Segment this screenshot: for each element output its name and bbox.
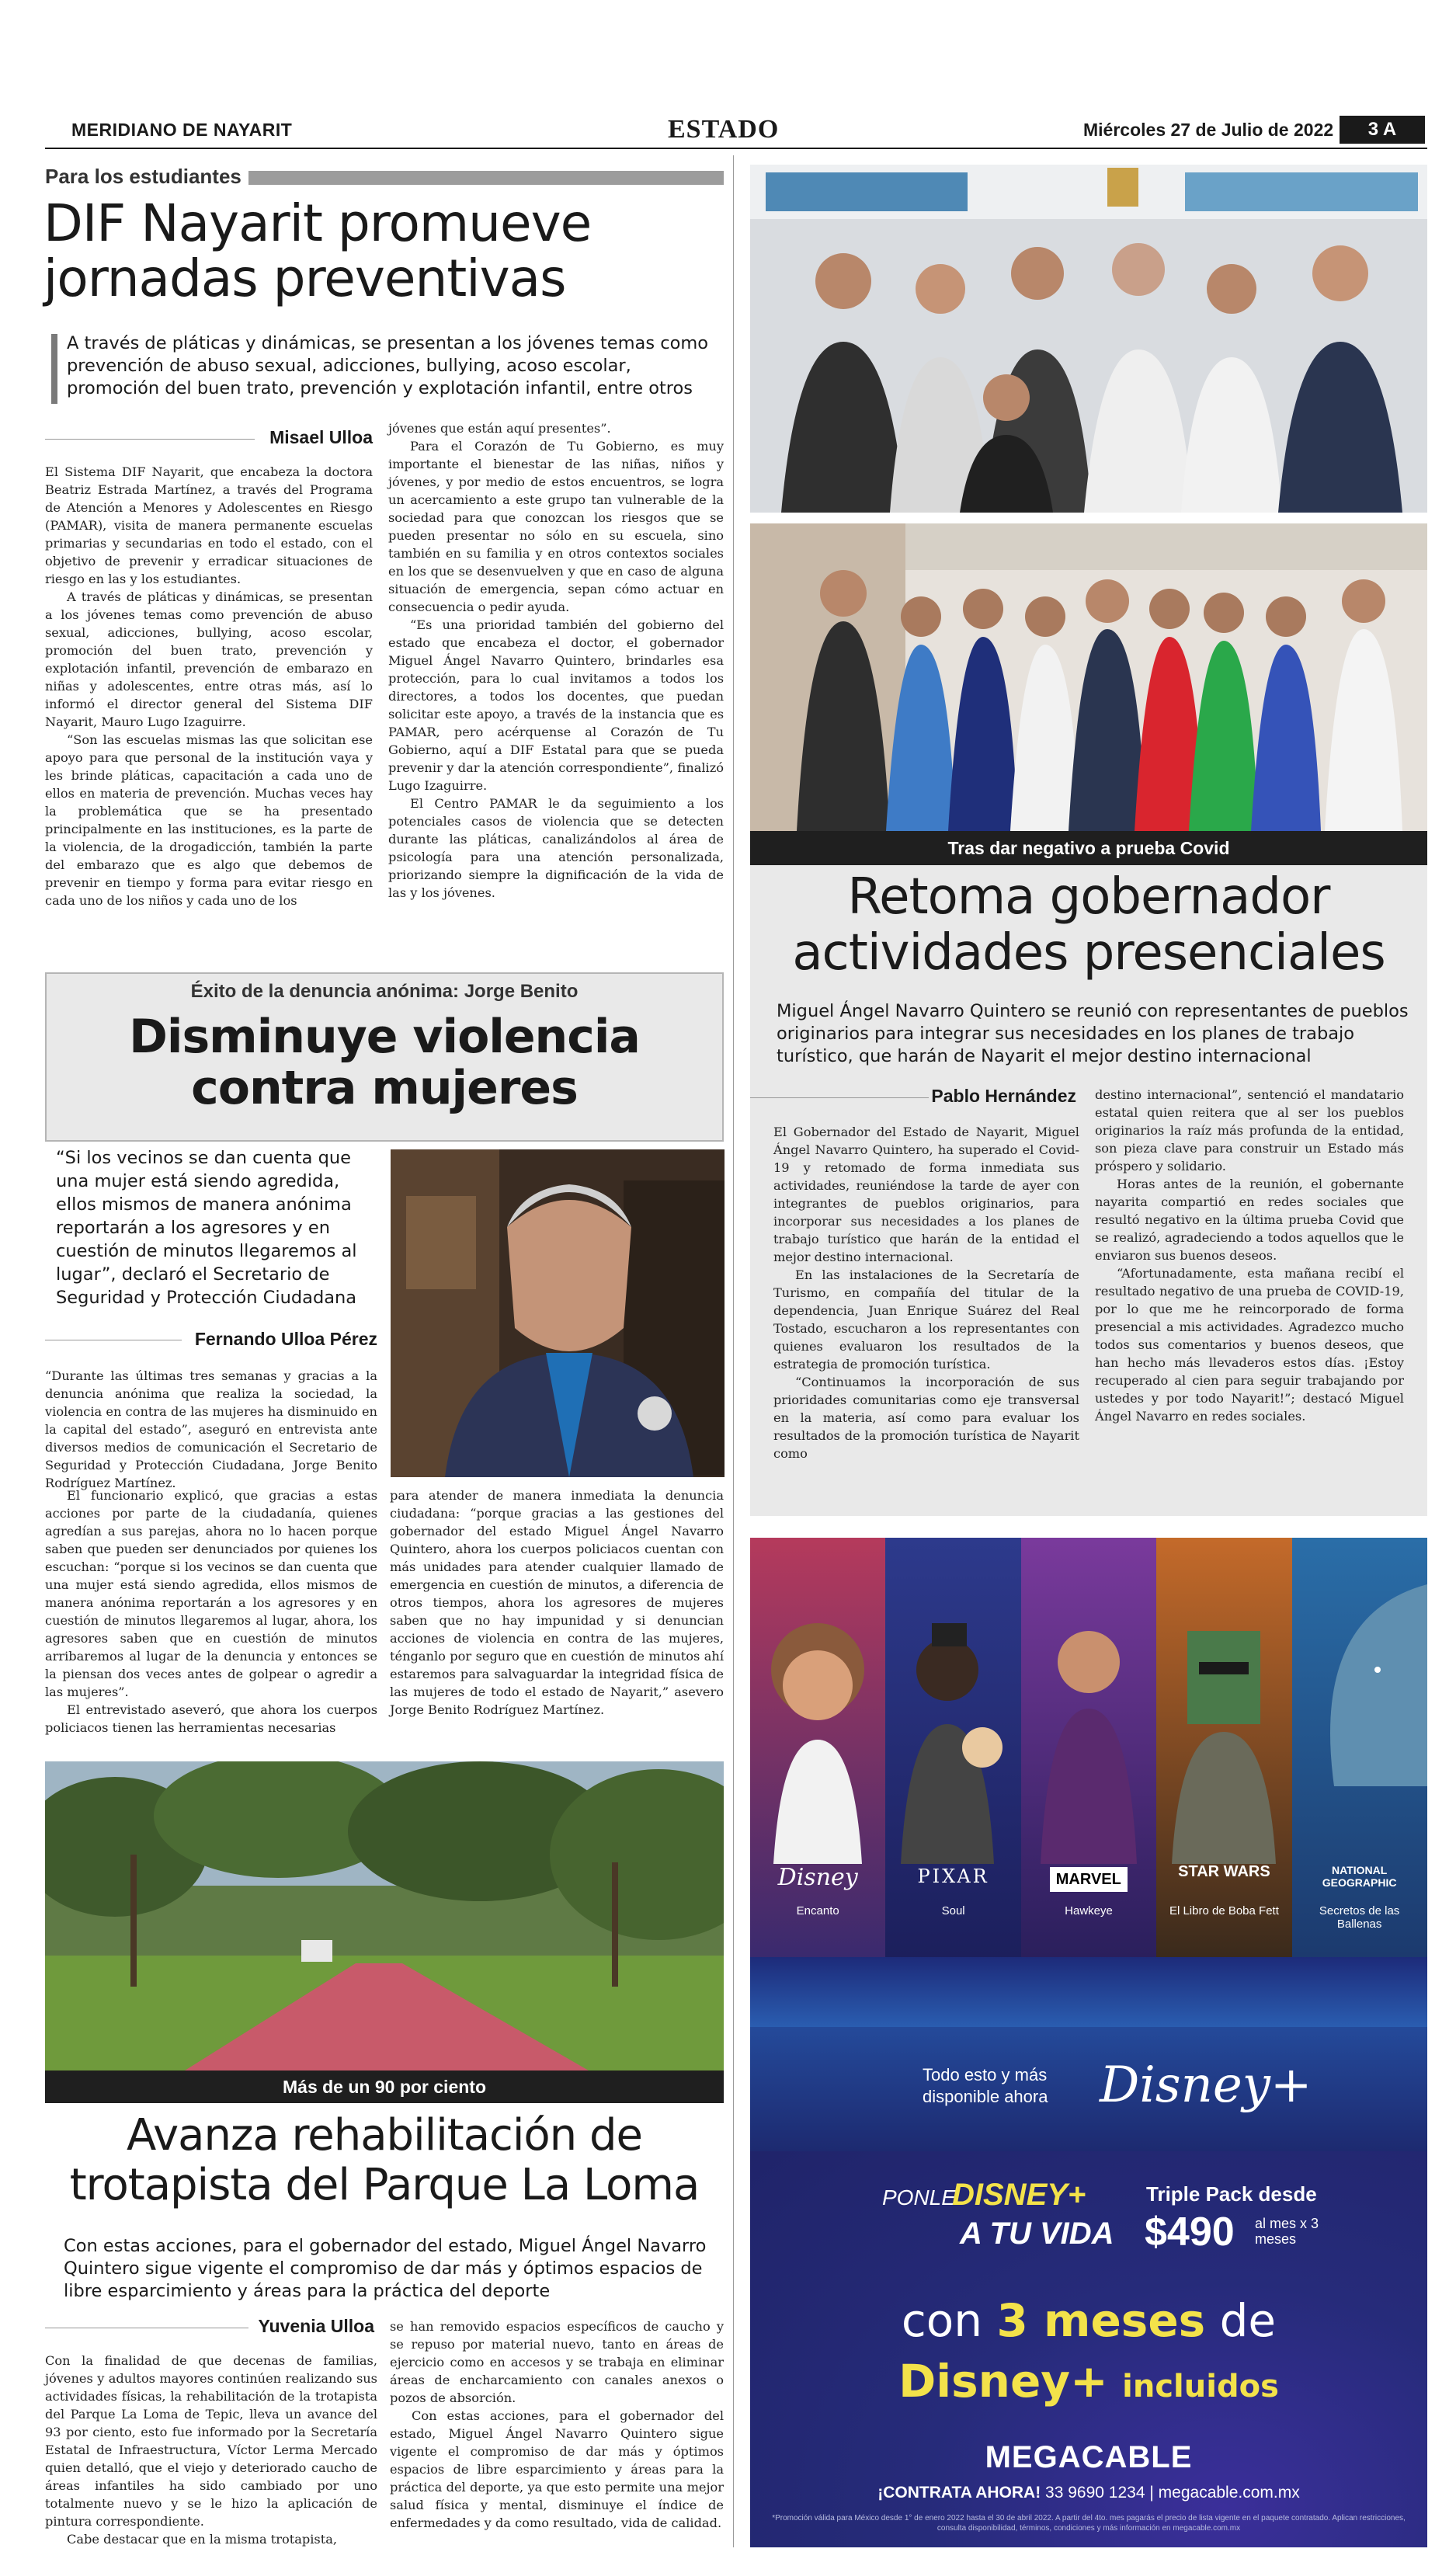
section-name: ESTADO	[668, 115, 780, 144]
meeting-photo	[750, 165, 1427, 513]
paragraph: jóvenes que están aquí presentes”.	[388, 421, 611, 436]
ad-contact-line[interactable]	[750, 2484, 1427, 2502]
park-illustration	[45, 1761, 724, 2070]
ponle-brand: DISNEY+	[952, 2178, 1086, 2212]
article2-kicker: Éxito de la denuncia anónima: Jorge Benito	[190, 981, 579, 1002]
paragraph: En las instalaciones de la Secretaría de Turismo, en compañía del titular de la dependencia, Juan Enrique Suárez del Real Tostado, escucharon a los representantes con quienes evaluaron los resultados de la estrategia de promoción turística.	[773, 1267, 1079, 1372]
ad-tile-title: Hawkeye	[1065, 1904, 1113, 1918]
paragraph: El Gobernador del Estado de Nayarit, Miguel Ángel Navarro Quintero, ha superado el Covid-19 y retomado de forma inmediata sus actividades, reuniéndose la tarde de ayer con integrantes de pueblos originarios, para incorporar sus necesidades a los planes de trabajo turístico que harán de la entidad el mejor destino internacional.	[773, 1125, 1079, 1264]
lead-bar	[51, 334, 57, 404]
newspaper-name: MERIDIANO DE NAYARIT	[71, 120, 293, 140]
contrata-text: ¡CONTRATA AHORA!	[877, 2484, 1041, 2502]
paragraph: A través de pláticas y dinámicas, se presentan a los jóvenes temas como prevención de abuso sexual, adicciones, bullying, acoso escolar, promoción del buen trato, prevención y explotación infantil, prevención de embarazo en niñas y adolescentes, entre otras más, así lo informó el director general del Sistema DIF Nayarit, Mauro Lugo Izaguirre.	[45, 589, 373, 729]
portrait-photo	[391, 1149, 725, 1477]
article4-col1	[773, 1123, 1079, 1462]
byline-rule	[750, 1097, 929, 1098]
article2-intro	[45, 1367, 377, 1492]
byline-rule	[45, 439, 255, 440]
article2-col1	[45, 1486, 377, 1737]
paragraph: El entrevistado aseveró, que ahora los cuerpos policiacos tienen las herramientas necesarias	[45, 1702, 377, 1735]
ad-fine-print: *Promoción válida para México desde 1° de enero 2022 hasta el 30 de abril 2022. A partir del 4to. mes pagarás el precio de lista vigente en el paquete contratado. Aplican restricciones, consulta disponibilidad, términos, condiciones y más información en megacable.com.mx	[772, 2514, 1406, 2533]
disney-ad[interactable]	[750, 1538, 1427, 2547]
article3-headline: Avanza rehabilitación de trotapista del Parque La Loma	[69, 2110, 700, 2211]
triple-pack-label: Triple Pack desde	[1146, 2182, 1317, 2206]
ad-phone[interactable]: 33 9690 1234	[1045, 2484, 1145, 2502]
article2-quote: “Si los vecinos se dan cuenta que una mujer está siendo agredida, ellos mismos de manera anónima reportarán a los agresores y en cuestión de minutos llegaremos al lugar”, declaró el Secretario de Seguridad y Protección Ciudadana	[56, 1148, 357, 1308]
article4-headline: Retoma gobernador actividades presenciales	[792, 868, 1385, 982]
ad-tile-title: El Libro de Boba Fett	[1169, 1904, 1279, 1918]
megacable-section	[750, 2151, 1427, 2547]
paragraph: “Son las escuelas mismas las que solicitan ese apoyo para que personal de la institución vaya y les brinde pláticas, capacitación a cada uno de ellos en materia de prevención. Muchas veces hay la problemática que se ha presentado principalmente en las instituciones, es la parte de la violencia, de la drogadicción, también la parte del embarazo que es algo que debemos de prevenir en tiempo y forma para evitar riesgo en cada uno de los niños y cada uno de los	[45, 732, 373, 908]
ad-tagline: Todo esto y más disponible ahora	[923, 2065, 1048, 2106]
paragraph: El Centro PAMAR le da seguimiento a los potenciales casos de violencia que se detecten durante las pláticas, canalizándolos al área de psicología para una atención personalizada, priorizando siempre la dignificación de la vida de las y los jóvenes.	[388, 796, 724, 900]
article2-byline: Fernando Ulloa Pérez	[194, 1329, 377, 1349]
ad-arc-band	[750, 1957, 1427, 2027]
ad-headline-line2	[750, 2355, 1427, 2408]
article4-byline: Pablo Hernández	[931, 1086, 1076, 1106]
paragraph: Cabe destacar que en la misma trotapista,	[67, 2532, 338, 2547]
paragraph: para atender de manera inmediata la denuncia ciudadana: “porque gracias a las gestiones del gobernador del estado Miguel Ángel Navarro Quintero, ahora los cuerpos policiacos cuentan con más unidades para atender cualquier llamado de emergencia en cuestión de minutos, a diferencia de otros tiempos, ahora los agresores de mujeres saben que no hay impunidad y si denuncian acciones de violencia en contra de las mujeres, ténganlo por seguro que en cuestión de minutos ahí estaremos para salvaguardar la integridad física de las mujeres de todo el estado de Nayarit,” asevero Jorge Benito Rodríguez Martínez.	[390, 1488, 724, 1717]
group-photo-illustration	[750, 523, 1427, 831]
ponle-line2: A TU VIDA	[960, 2217, 1114, 2251]
kicker-bar	[248, 171, 724, 185]
paragraph: Con la finalidad de que decenas de familias, jóvenes y adultos mayores continúen realizando sus actividades físicas, la rehabilitación de la trotapista del Parque La Loma de Tepic, lleva un avance del 93 por ciento, esto fue informado por la Secretaría Estatal de Infraestructura, Víctor Lerma Mercado quien detalló, que el viejo y deteriorado caucho de áreas infantiles ha sido cambiado por uno totalmente nuevo y se le hizo la aplicación de pintura correspondiente.	[45, 2353, 377, 2529]
article1-lead: A través de pláticas y dinámicas, se presentan a los jóvenes temas como prevención de abuso sexual, adicciones, bullying, acoso escolar, promoción del buen trato, prevención y explotación infantil, entre otros	[67, 333, 709, 398]
character-illustration	[885, 1553, 1020, 1864]
ad-headline-line1	[750, 2294, 1427, 2347]
issue-date: Miércoles 27 de Julio de 2022	[1083, 120, 1334, 140]
ad-web[interactable]: megacable.com.mx	[1158, 2484, 1300, 2502]
article4-lead: Miguel Ángel Navarro Quintero se reunió con representantes de pueblos originarios para integrar sus necesidades en los planes de trabajo turístico, que harán de Nayarit el mejor destino internacional	[777, 1001, 1409, 1066]
ad-disney-plus: Disney+	[898, 2355, 1108, 2408]
park-photo	[45, 1761, 724, 2070]
ad-tile	[750, 1538, 885, 1957]
ad-tiles	[750, 1538, 1427, 1957]
article1-byline: Misael Ulloa	[269, 427, 373, 447]
separator: |	[1149, 2484, 1154, 2502]
paragraph: Con estas acciones, para el gobernador del estado, Miguel Ángel Navarro Quintero sigue vigente el compromiso de dar más y óptimos espacios de libre esparcimiento y áreas para la práctica del deporte, ya que esto permite una mejor salud física y mental, disminuye el índice de enfermedades y da como resultado, vida de calidad.	[390, 2408, 724, 2530]
paragraph: Horas antes de la reunión, el gobernante nayarita compartió en redes sociales que resultó negativo en la última prueba Covid que se realizó, agradeciendo a todos aquellos que le enviaron sus buenos deseos.	[1095, 1177, 1404, 1263]
portrait-illustration	[391, 1149, 725, 1477]
ad-meses: 3 meses	[996, 2294, 1206, 2347]
header-rule	[45, 148, 1427, 149]
ad-tile-title: Encanto	[796, 1904, 839, 1918]
ad-tile	[1156, 1538, 1291, 1957]
ad-tile-brand: NATIONAL GEOGRAPHIC	[1322, 1864, 1397, 1889]
paragraph: se han removido espacios específicos de caucho y se repuso por material nuevo, tanto en áreas de ejercicio como en accesos y se trabaja en eliminar áreas de encharcamiento con canales anexos o pozos de absorción.	[390, 2319, 724, 2405]
ad-tile-brand: Disney	[777, 1864, 858, 1891]
price-note: al mes x 3 meses	[1255, 2216, 1319, 2247]
article4-caption: Tras dar negativo a prueba Covid	[750, 831, 1427, 865]
article3-col1	[45, 2352, 377, 2548]
ad-tile	[885, 1538, 1020, 1957]
article3-col2	[390, 2317, 724, 2532]
paragraph: “Es una prioridad también del gobierno del estado que encabeza el doctor, el gobernador Miguel Ángel Navarro Quintero, brindarles esa protección, para lo cual invitamos a todos los directores, a todos los docentes, que puedan solicitar este apoyo, a través de la instancia que es PAMAR, pero acérquense al Corazón de Tu Gobierno, aquí a DIF Estatal para que se pueda prevenir y dar la atención correspondiente”, finalizó Lugo Izaguirre.	[388, 617, 724, 793]
character-illustration	[750, 1553, 885, 1864]
paragraph: “Continuamos la incorporación de sus prioridades comunitarias como eje transversal en la materia, así como para evaluar los resultados de la promoción turística de Nayarit como	[773, 1375, 1079, 1461]
megacable-logo: MEGACABLE	[985, 2440, 1193, 2474]
article3-lead: Con estas acciones, para el gobernador del estado, Miguel Ángel Navarro Quintero sigue vigente el compromiso de dar más y óptimos espacios de libre esparcimiento y áreas para la práctica del deporte	[64, 2236, 707, 2301]
ad-tagline-area	[750, 2027, 1427, 2151]
ad-tile-title: Soul	[941, 1904, 965, 1918]
ad-tile-title: Secretos de las Ballenas	[1319, 1904, 1400, 1931]
ad-tile-brand: MARVEL	[1050, 1867, 1128, 1892]
ad-tile	[1292, 1538, 1427, 1957]
paragraph: destino internacional”, sentenció el mandatario estatal quien reitera que al ser los pueblos originarios la raíz más profunda de la entidad, son pieza clave para construir un Estado más próspero y solidario.	[1095, 1087, 1404, 1173]
page-number: 3 A	[1340, 116, 1425, 144]
disney-plus-logo: Disney+	[1100, 2057, 1312, 2114]
ponle-text: PONLE	[882, 2185, 956, 2210]
article1-kicker: Para los estudiantes	[45, 165, 242, 188]
character-illustration	[1021, 1553, 1156, 1864]
character-illustration	[1156, 1553, 1291, 1864]
ad-incluidos: incluidos	[1122, 2369, 1279, 2404]
paragraph: Para el Corazón de Tu Gobierno, es muy importante el bienestar de las niñas, niños y jóvenes, y por medio de estos encuentros, se logra un acercamiento a este grupo tan vulnerable de la sociedad para que conozcan los riesgos que se pueden presentar no sólo en su escuela, sino también en su familia y en otros contextos sociales en los que se desenvuelven y que en caso de alguna situación de emergencia, sepan cómo actuar en consecuencia o pedir ayuda.	[388, 439, 724, 614]
paragraph: “Afortunadamente, esta mañana recibí el resultado negativo de una prueba de COVID-19, por lo que me he reincorporado de forma presencial a mis actividades. Agradezco mucho todos sus comentarios y buenos deseos, que han hecho más llevaderos estos días. ¡Estoy recuperado al cien para seguir trabajando por ustedes y por todo Nayarit!”; destacó Miguel Ángel Navarro en redes sociales.	[1095, 1266, 1404, 1424]
paragraph: El funcionario explicó, que gracias a estas acciones por parte de la ciudadanía, quienes agredían a sus parejas, ahora no lo hacen porque saben que pueden ser denunciados por quienes los escuchan: “porque si los vecinos se dan cuenta que una mujer está siendo agredida, ellos mismos de manera anónima reportarán a los agresores y en cuestión de minutos llegaremos al lugar, ahora, los agresores saben que en cuestión de minutos arribaremos al lugar de la denuncia y entonces se la piensan dos veces antes de golpear o agredir a las mujeres”.	[45, 1488, 377, 1699]
ad-tile-brand: STAR WARS	[1178, 1863, 1270, 1880]
ad-tile-brand: PIXAR	[917, 1865, 989, 1887]
paragraph: “Durante las últimas tres semanas y gracias a la denuncia anónima que realiza la sociedad, la violencia en contra de las mujeres ha disminuido en la capital del estado”, aseguró en entrevista ante diversos medios de comunicación el Secretario de Seguridad y Protección Ciudadana, Jorge Benito Rodríguez Martínez.	[45, 1368, 377, 1490]
article2-col2	[390, 1486, 724, 1719]
column-divider	[733, 155, 734, 2547]
price: $490	[1145, 2210, 1235, 2255]
article2-headline: Disminuye violencia contra mujeres	[129, 1010, 640, 1115]
article3-caption: Más de un 90 por ciento	[45, 2070, 724, 2103]
ad-con: con	[901, 2294, 983, 2347]
article1-col2	[388, 419, 724, 902]
group-photo-illustration	[750, 165, 1427, 513]
indigenous-reps-photo	[750, 523, 1427, 831]
article3-byline: Yuvenia Ulloa	[258, 2316, 374, 2336]
article1-headline: DIF Nayarit promueve jornadas preventivas	[43, 193, 592, 309]
paragraph: El Sistema DIF Nayarit, que encabeza la doctora Beatriz Estrada Martínez, a través del Programa de Atención a Menores y Adolescentes en Riesgo (PAMAR), visita de manera permanente escuelas primarias y secundarias en todo el estado, con el objetivo de prevenir y erradicar situaciones de riesgo en las y los estudiantes.	[45, 464, 373, 586]
article4-col2	[1095, 1086, 1404, 1425]
ad-de: de	[1219, 2294, 1277, 2347]
article1-col1	[45, 463, 373, 909]
ad-tile	[1021, 1538, 1156, 1957]
whale-illustration	[1292, 1553, 1427, 1864]
